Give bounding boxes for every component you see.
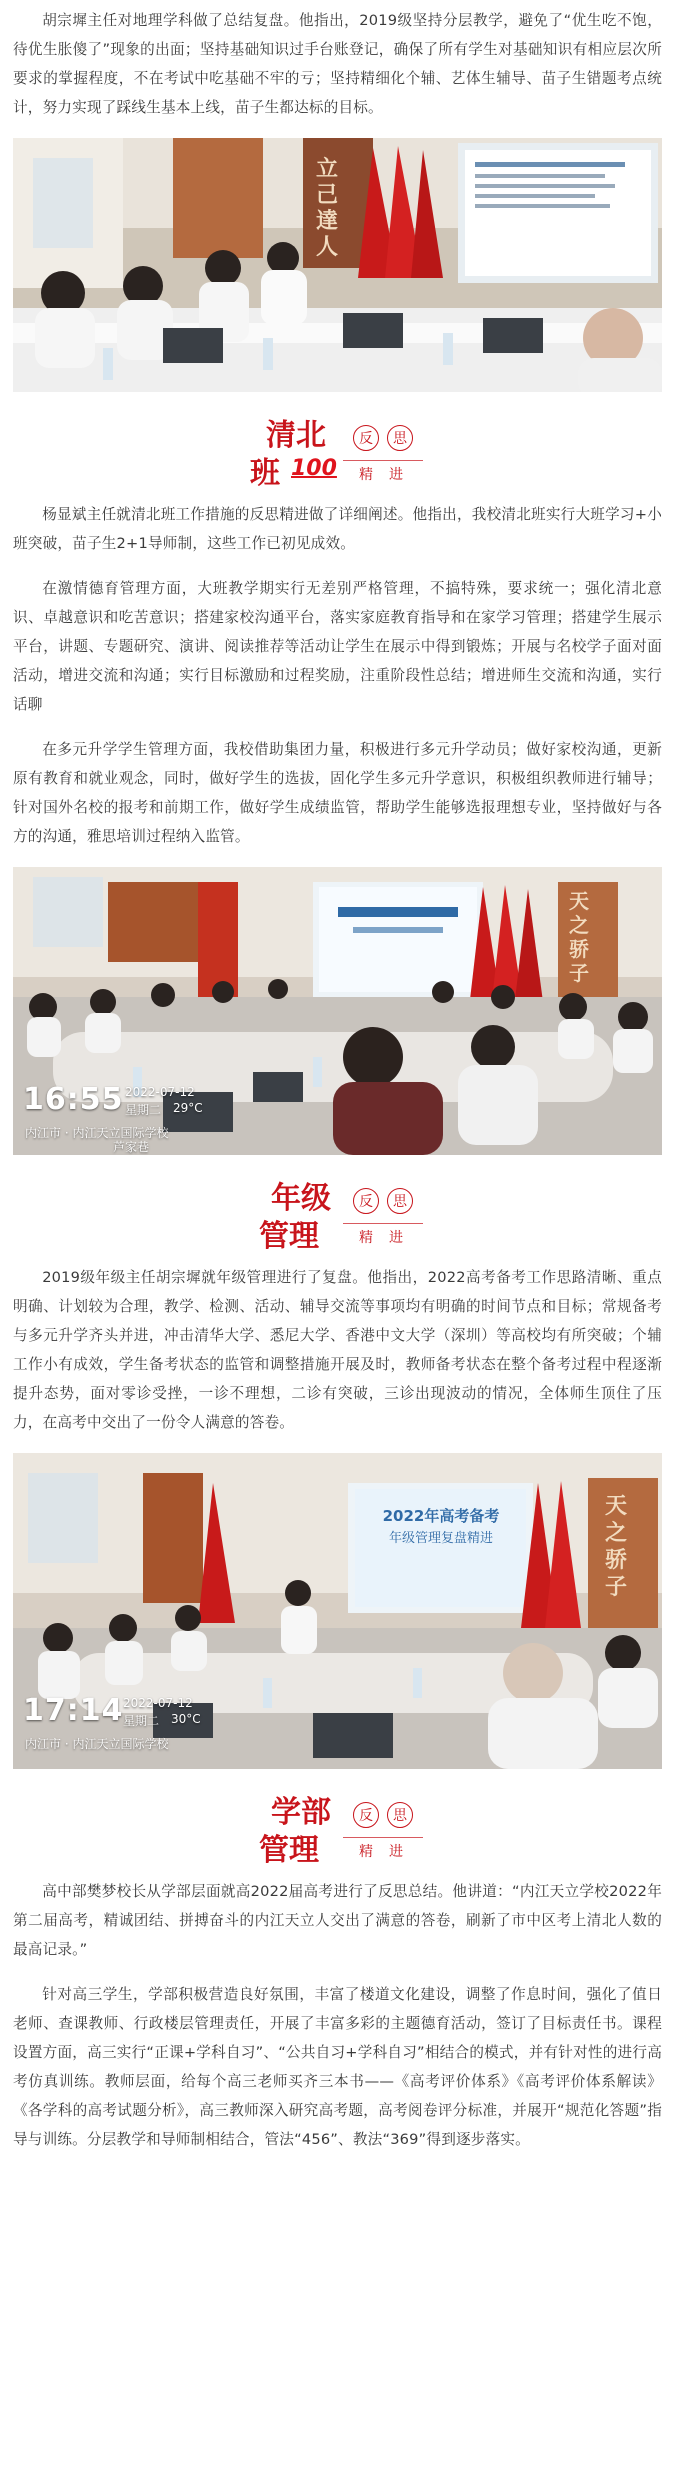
wall-calligraphy: 立己達人 [316, 156, 339, 260]
badge-si: 思 [387, 1802, 413, 1828]
stamp-weekday: 星期二 [125, 1103, 162, 1117]
section-title-line1: 学部 [271, 1795, 331, 1830]
stamp-date: 2022-07-12 [123, 1696, 193, 1710]
badge-si: 思 [387, 1188, 413, 1214]
sub-jing: 精 [359, 1230, 375, 1246]
sub-jin: 进 [389, 467, 405, 483]
section-header-qingbei [13, 392, 662, 500]
badge-fan: 反 [353, 1188, 379, 1214]
paragraph: 针对高三学生，学部积极营造良好氛围，丰富了楼道文化建设，调整了作息时间，强化了值日老师、查课教师、行政楼层管理责任，开展了丰富多彩的主题德育活动，签订了目标责任书。课程设置方面，高三实行“正课+学科自习”、“公共自习+学科自习”相结合的模式，并有针对性的进行高考仿真训练。教师层面，给每个高三老师买齐三本书——《高考评价体系》《高考评价体系解读》《各学科的高考试题分析》，高三教师深入研究高考题，高考阅卷评分标准，并展开“规范化答题”指导与训练。分层教学和导师制相结合，管法“456”、教法“369”得到逐步落实。 [13, 1986, 662, 2148]
stamp-weekday: 星期二 [123, 1714, 160, 1728]
section-title-line1: 年级 [271, 1181, 331, 1216]
intro-block [13, 0, 662, 122]
sub-jin: 进 [389, 1230, 405, 1246]
stamp-temp: 29°C [173, 1101, 203, 1115]
stamp-date: 2022-07-12 [125, 1085, 195, 1099]
badge-si: 思 [387, 425, 413, 451]
location-text: 内江市 · 内江天立国际学校 [25, 1126, 169, 1140]
photo-timestamp [23, 1693, 283, 1753]
divider [343, 1837, 423, 1838]
photo-timestamp [23, 1082, 273, 1152]
sub-jing: 精 [359, 1844, 375, 1860]
paragraph: 高中部樊梦校长从学部层面就高2022届高考进行了反思总结。他讲道：“内江天立学校2022年第二届高考，精诚团结、拼搏奋斗的内江天立人交出了满意的答卷，刷新了市中区考上清北人数的最高记录。” [13, 1883, 662, 1958]
divider [343, 1223, 423, 1224]
screen-subtitle: 年级管理复盘精进 [388, 1531, 493, 1546]
section-title-line2: 管理 [259, 1833, 319, 1868]
badge-fan: 反 [353, 425, 379, 451]
location-text-2: 芦家巷 [113, 1140, 150, 1154]
paragraph: 2019级年级主任胡宗墀就年级管理进行了复盘。他指出，2022高考备考工作思路清晰、重点明确、计划较为合理，教学、检测、活动、辅导交流等事项均有明确的时间节点和目标；常规备考与多元升学齐头并进，冲击清华大学、悉尼大学、香港中文大学（深圳）等高校均有所突破；个辅工作小有成效，学生备考状态的监管和调整措施开展及时，教师备考状态在整个备考过程中程逐渐提升态势，面对零诊受挫，一诊不理想，二诊有突破，三诊出现波动的情况，全体师生顶住了压力，在高考中交出了一份令人满意的答卷。 [13, 1269, 662, 1431]
meeting-photo-3 [13, 1453, 662, 1769]
divider [343, 460, 423, 461]
location-text: 内江市 · 内江天立国际学校 [25, 1737, 169, 1751]
stamp-time: 16:55 [23, 1082, 124, 1117]
stamp-temp: 30°C [171, 1712, 201, 1726]
paragraph: 杨显斌主任就清北班工作措施的反思精进做了详细阐述。他指出，我校清北班实行大班学习+小班突破，苗子生2+1导师制，这些工作已初见成效。 [13, 506, 662, 552]
sub-jin: 进 [389, 1844, 405, 1860]
badge-fan: 反 [353, 1802, 379, 1828]
paragraph: 在多元升学学生管理方面，我校借助集团力量，积极进行多元升学动员；做好家校沟通，更新原有教育和就业观念，同时，做好学生的选拔，固化学生多元升学意识，积极组织教师进行辅导；针对国外名校的报考和前期工作，做好学生成绩监管，帮助学生能够选报理想专业，坚持做好与各方的沟通，雅思培训过程纳入监管。 [13, 741, 662, 845]
hundred-emoji-icon: 100 [291, 456, 337, 481]
section-header-department [13, 1769, 662, 1877]
paragraph: 在激情德育管理方面，大班教学期实行无差别严格管理，不搞特殊，要求统一；强化清北意识、卓越意识和吃苦意识；搭建家校沟通平台，落实家庭教育指导和在家学习管理；搭建学生展示平台，讲题、专题研究、演讲、阅读推荐等活动让学生在展示中得到锻炼；开展与名校学子面对面活动，增进交流和沟通；实行目标激励和过程奖励，注重阶段性总结；增进师生交流和沟通，实行话聊 [13, 580, 662, 713]
section-title-line2: 管理 [259, 1219, 319, 1254]
sub-jing: 精 [359, 467, 375, 483]
meeting-photo-2 [13, 867, 662, 1155]
wall-calligraphy: 天之骄子 [605, 1493, 628, 1600]
section-header-grade [13, 1155, 662, 1263]
stamp-time: 17:14 [23, 1693, 124, 1728]
wall-calligraphy: 天之骄子 [569, 889, 589, 985]
meeting-photo-1 [13, 138, 662, 392]
section-title-line2: 班 [250, 456, 280, 491]
section-title-line1: 清北 [266, 418, 326, 453]
screen-title: 2022年高考备考 [382, 1507, 500, 1525]
paragraph: 胡宗墀主任对地理学科做了总结复盘。他指出，2019级坚持分层教学，避免了“优生吃不饱，待优生胀傻了”现象的出面；坚持基础知识过手台账登记，确保了所有学生对基础知识有相应层次所要求的掌握程度，不在考试中吃基础不牢的亏；坚持精细化个辅、艺体生辅导、苗子生错题考点统计，努力实现了踩线生基本上线，苗子生都达标的目标。 [13, 12, 662, 116]
